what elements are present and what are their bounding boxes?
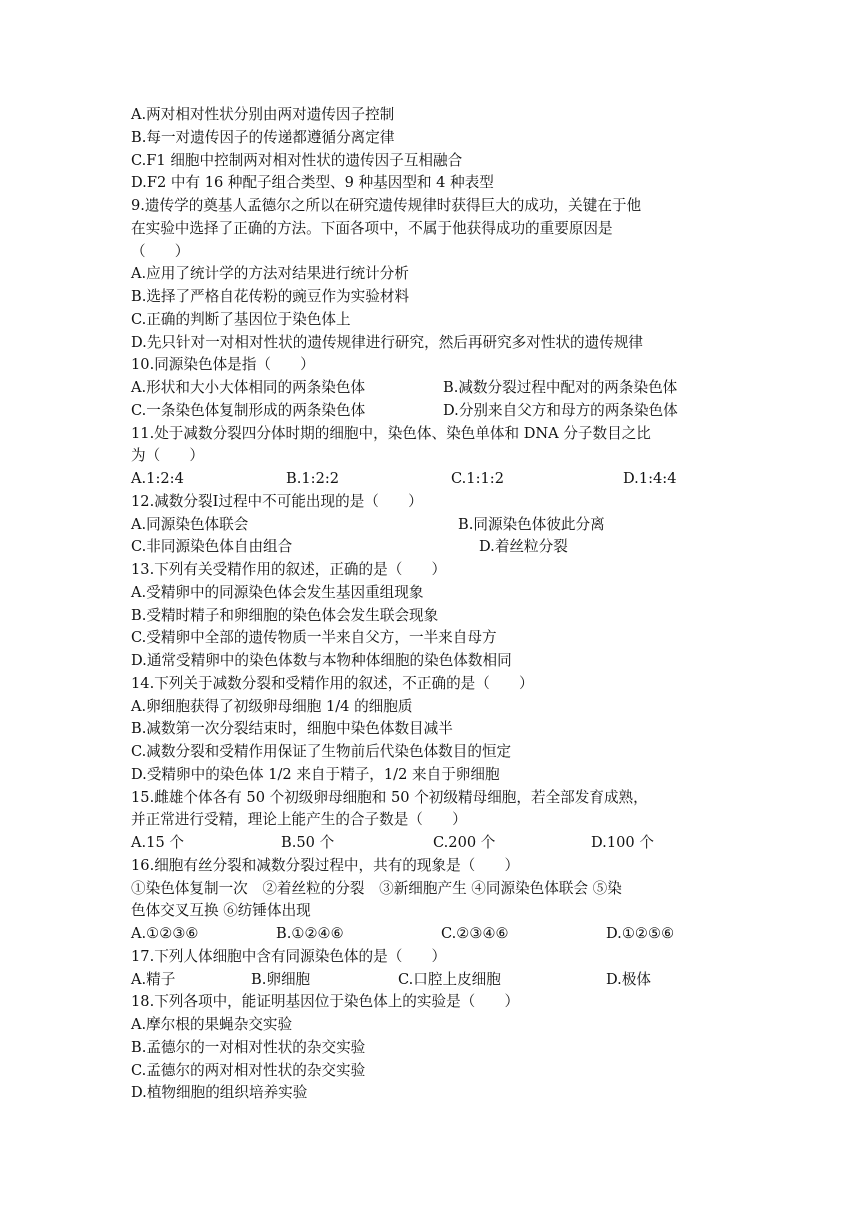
q13-option-d: D.通常受精卵中的染色体数与本物种体细胞的染色体数相同 [131, 652, 512, 669]
q18-option-d: D.植物细胞的组织培养实验 [131, 1084, 308, 1102]
q17-option-b: B.卵细胞 [251, 970, 311, 988]
q18-option-a: A.摩尔根的果蝇杂交实验 [131, 1016, 293, 1033]
q10-stem: 10.同源染色体是指（ ） [131, 356, 315, 374]
q14-stem: 14.下列关于减数分裂和受精作用的叙述，不正确的是（ ） [131, 674, 534, 692]
q15-option-c: C.200 个 [433, 834, 496, 851]
question-content [131, 104, 741, 1105]
q12-option-c: C.非同源染色体自由组合 [131, 538, 293, 556]
q15-option-b: B.50 个 [281, 834, 335, 851]
q18-option-b: B.孟德尔的一对相对性状的杂交实验 [131, 1038, 366, 1056]
q12-options-row-2 [131, 536, 741, 559]
q17-stem: 17.下列人体细胞中含有同源染色体的是（ ） [131, 947, 447, 965]
q10-option-a: A.形状和大小大体相同的两条染色体 [131, 379, 366, 396]
q9-option-b: B.选择了严格自花传粉的豌豆作为实验材料 [131, 288, 410, 305]
q16-option-a: A.①②③⑥ [131, 925, 199, 942]
q11-option-b: B.1:2:2 [286, 470, 340, 487]
q14-option-c: C.减数分裂和受精作用保证了生物前后代染色体数目的恒定 [131, 743, 512, 760]
q16-options-row [131, 923, 741, 946]
q13-option-c: C.受精卵中全部的遗传物质一半来自父方，一半来自母方 [131, 629, 497, 647]
q10-options-row-1 [131, 377, 741, 400]
q16-option-b: B.①②④⑥ [276, 925, 344, 942]
q12-stem: 12.减数分裂Ⅰ过程中不可能出现的是（ ） [131, 492, 423, 510]
q9-option-d: D.先只针对一对相对性状的遗传规律进行研究，然后再研究多对性状的遗传规律 [131, 333, 644, 351]
q17-option-c: C.口腔上皮细胞 [398, 970, 501, 988]
q15-option-d: D.100 个 [591, 834, 654, 851]
q14-option-d: D.受精卵中的染色体 1/2 来自于精子，1/2 来自于卵细胞 [131, 765, 500, 783]
q12-option-a: A.同源染色体联会 [131, 515, 249, 533]
q8-option-b: B.每一对遗传因子的传递都遵循分离定律 [131, 128, 395, 146]
q16-stem: 16.细胞有丝分裂和减数分裂过程中，共有的现象是（ ） [131, 856, 520, 874]
q17-option-a: A.精子 [131, 970, 176, 988]
q18-option-c: C.孟德尔的两对相对性状的杂交实验 [131, 1061, 366, 1079]
q9-answer-blank: （ ） [131, 242, 190, 260]
q13-stem: 13.下列有关受精作用的叙述，正确的是（ ） [131, 561, 447, 578]
q15-options-row [131, 832, 741, 855]
q18-stem: 18.下列各项中，能证明基因位于染色体上的实验是（ ） [131, 993, 520, 1011]
q10-option-c: C.一条染色体复制形成的两条染色体 [131, 401, 366, 419]
q8-option-c: C.F1 细胞中控制两对相对性状的遗传因子互相融合 [131, 151, 463, 169]
q9-option-a: A.应用了统计学的方法对结果进行统计分析 [131, 265, 409, 283]
q9-stem-line-2: 在实验中选择了正确的方法。下面各项中，不属于他获得成功的重要原因是 [131, 219, 613, 237]
q11-stem-line-1: 11.处于减数分裂四分体时期的细胞中，染色体、染色单体和 DNA 分子数目之比 [131, 424, 651, 442]
q15-stem-line-1: 15.雌雄个体各有 50 个初级卵母细胞和 50 个初级精母细胞，若全部发育成熟， [131, 788, 648, 806]
q11-option-c: C.1:1:2 [451, 470, 504, 487]
q13-option-b: B.受精时精子和卵细胞的染色体会发生联会现象 [131, 606, 439, 624]
q10-option-d: D.分别来自父方和母方的两条染色体 [443, 401, 678, 419]
q10-options-row-2 [131, 400, 741, 423]
q15-option-a: A.15 个 [131, 834, 184, 851]
q13-option-a: A.受精卵中的同源染色体会发生基因重组现象 [131, 583, 424, 601]
q12-option-b: B.同源染色体彼此分离 [458, 515, 605, 533]
q17-options-row [131, 969, 741, 992]
q9-option-c: C.正确的判断了基因位于染色体上 [131, 310, 351, 328]
q11-option-a: A.1:2:4 [131, 470, 184, 487]
q14-option-a: A.卵细胞获得了初级卵母细胞 1/4 的细胞质 [131, 697, 413, 715]
q14-option-b: B.减数第一次分裂结束时，细胞中染色体数目减半 [131, 720, 453, 738]
q16-items-line-2: 色体交叉互换 ⑥纺锤体出现 [131, 902, 311, 920]
q9-stem-line-1: 9.遗传学的奠基人孟德尔之所以在研究遗传规律时获得巨大的成功，关键在于他 [131, 197, 642, 214]
q11-stem-line-2: 为（ ） [131, 447, 204, 465]
q12-options-row-1 [131, 514, 741, 537]
q16-items-line-1: ①染色体复制一次 ②着丝粒的分裂 ③新细胞产生 ④同源染色体联会 ⑤染 [131, 879, 622, 897]
q8-option-d: D.F2 中有 16 种配子组合类型、9 种基因型和 4 种表型 [131, 174, 494, 192]
q11-option-d: D.1:4:4 [623, 470, 677, 487]
q15-stem-line-2: 并正常进行受精，理论上能产生的合子数是（ ） [131, 811, 467, 829]
q12-option-d: D.着丝粒分裂 [479, 538, 568, 556]
q16-option-d: D.①②⑤⑥ [606, 925, 675, 942]
q11-options-row [131, 468, 741, 491]
q17-option-d: D.极体 [606, 970, 652, 988]
q16-option-c: C.②③④⑥ [441, 925, 509, 942]
q8-option-a: A.两对相对性状分别由两对遗传因子控制 [131, 106, 395, 123]
q10-option-b: B.减数分裂过程中配对的两条染色体 [443, 379, 678, 396]
